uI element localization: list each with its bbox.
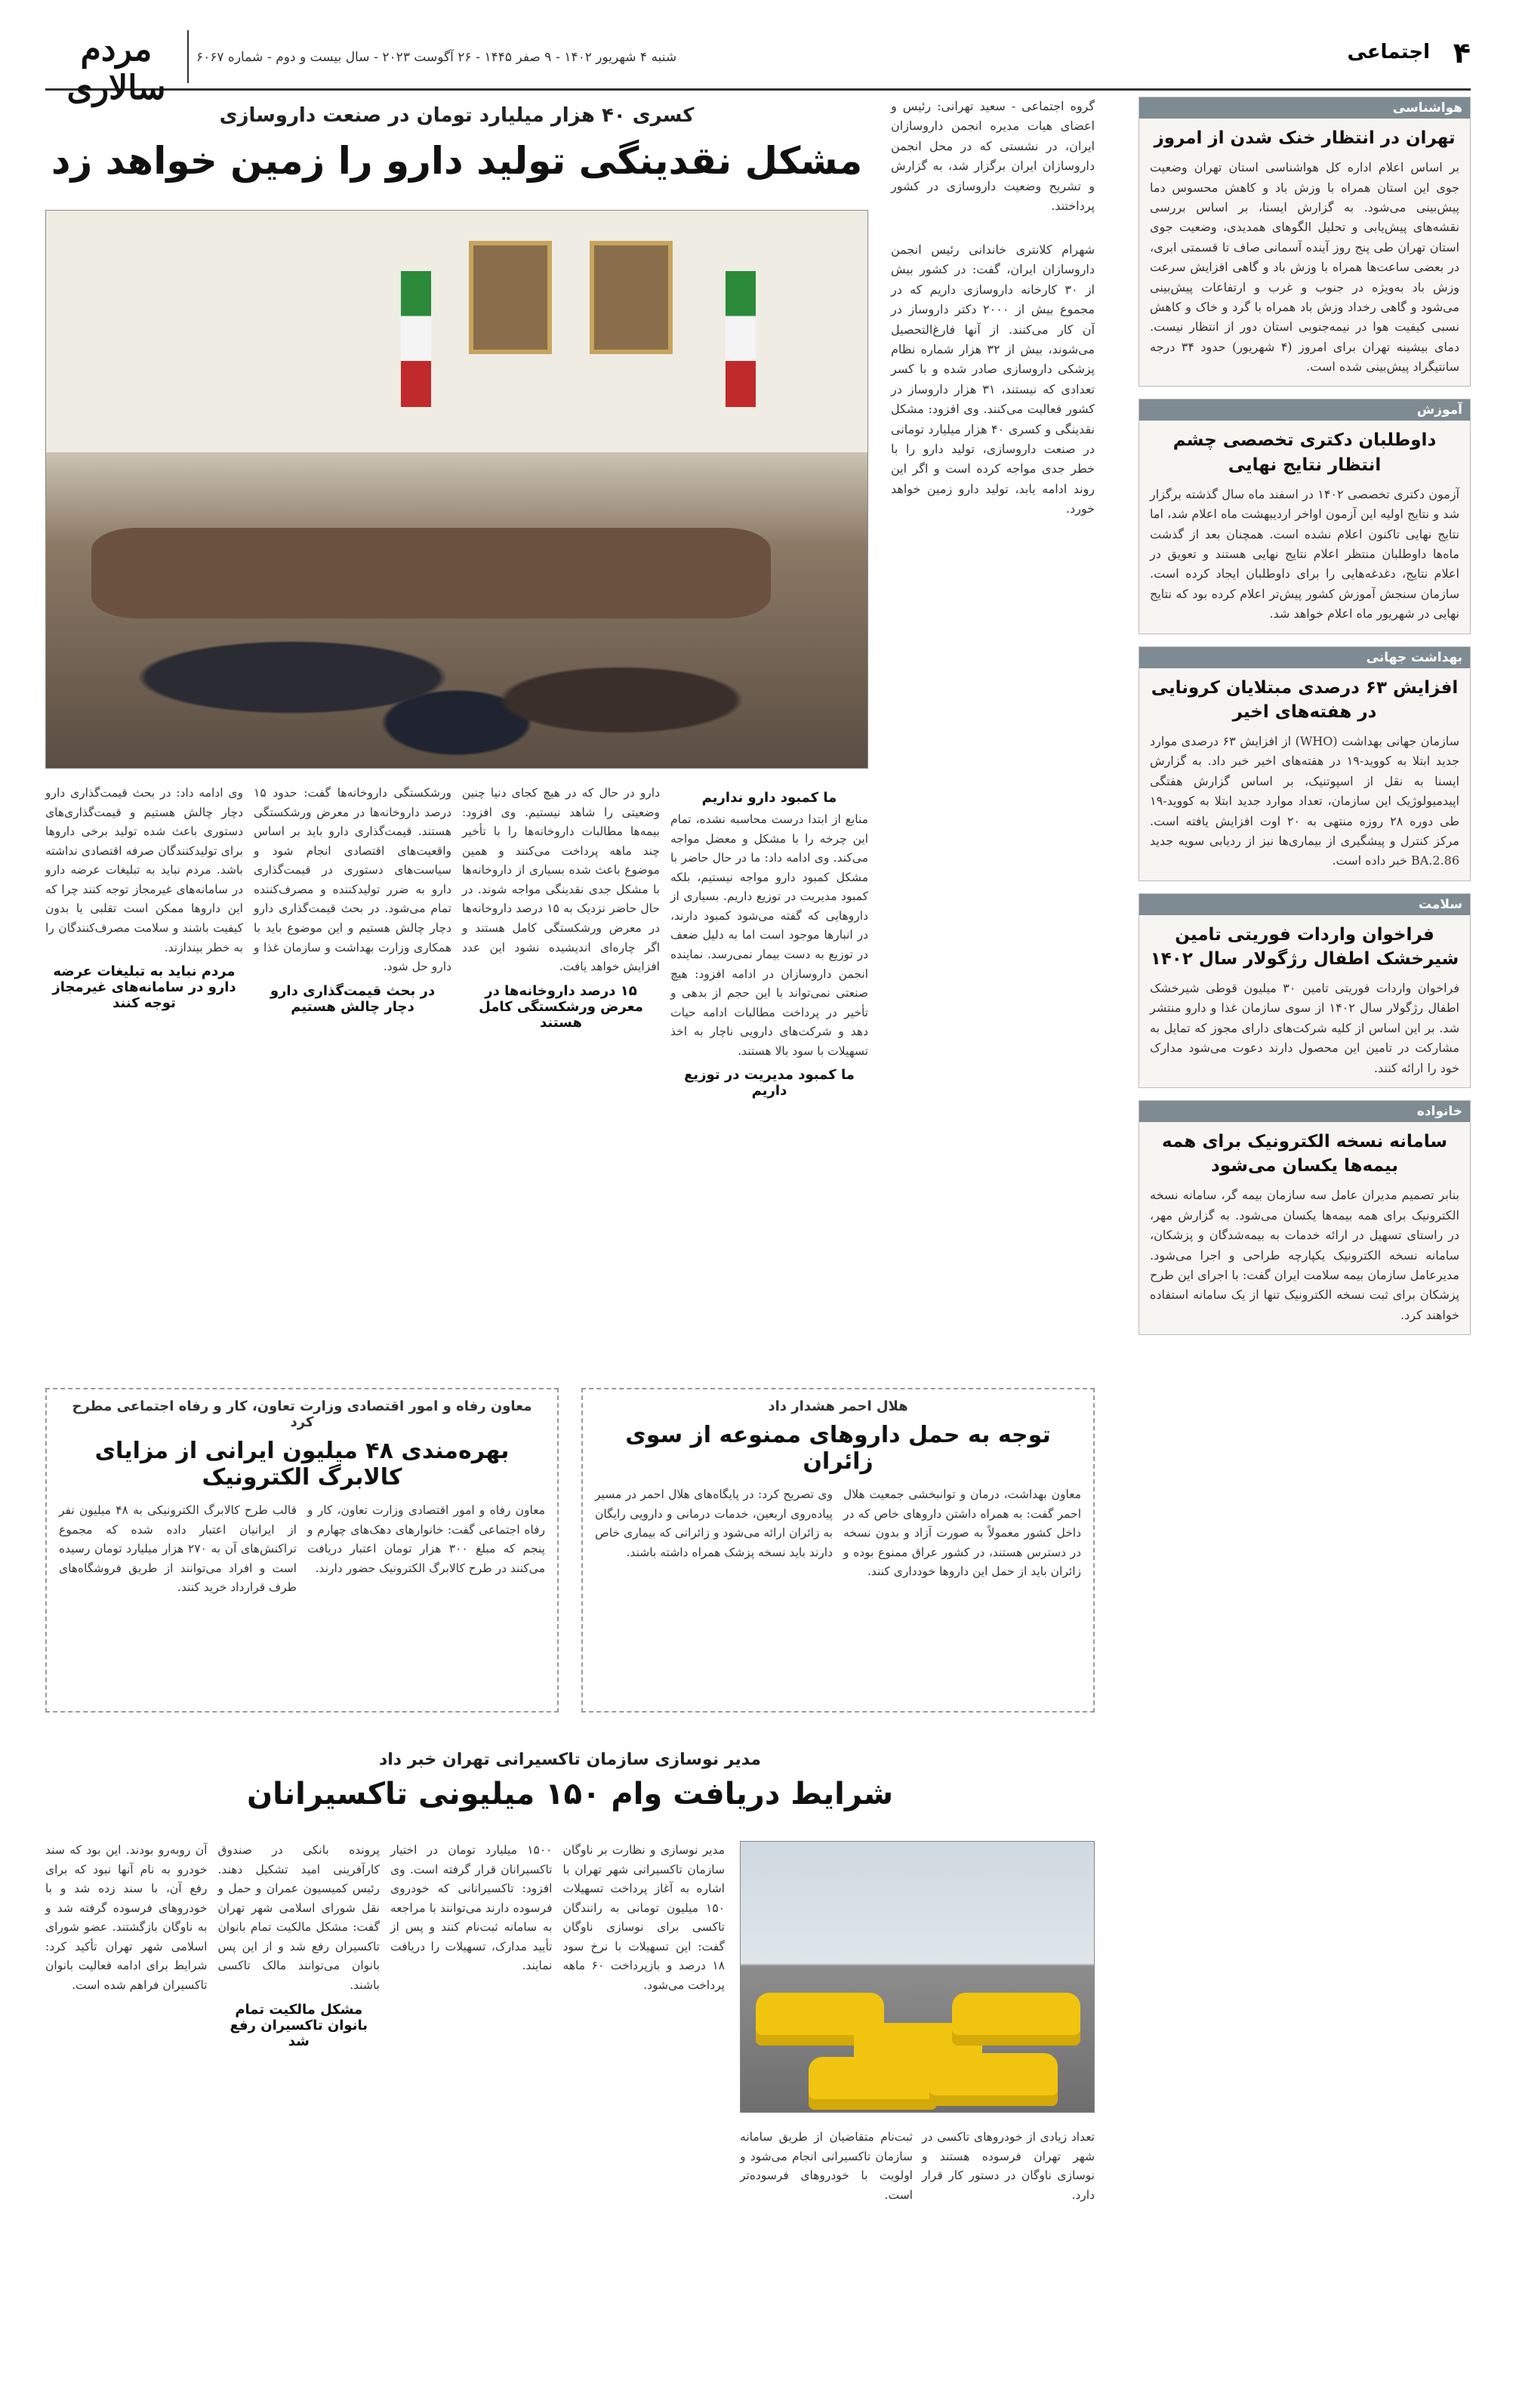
column-text: وی ادامه داد: در بحث قیمت‌گذاری دارو دچار چالش هستیم و قیمت‌گذاری‌های دستوری باعث شده تولید برخی داروها برای تولیدکنندگان صرفه اقتصادی نداشته باشد. مردم نباید به تبلیغات عرضه دارو در سامانه‌های غیرمجاز توجه کنند چرا که این داروها ممکن است تقلبی یا بدون کیفیت باشند و سلامت مصرف‌کنندگان را به خطر بیندازند.	[45, 786, 243, 954]
taxi-headline: شرایط دریافت وام ۱۵۰ میلیونی تاکسیرانان	[246, 1777, 894, 1811]
flag-icon	[401, 271, 431, 407]
box-column-text: قالب طرح کالابرگ الکترونیکی به ۴۸ میلیون نفر از ایرانیان اعتبار داده شده که مجموع تراکنش‌های آن به ۲۷۰ هزار میلیارد تومان رسیده است و افراد می‌توانند از طریق فروشگاه‌های طرف قرارداد خرید کنند.	[59, 1503, 297, 1595]
lead-columns	[45, 784, 868, 1103]
article-column	[563, 1841, 726, 2054]
subheading: در بحث قیمت‌گذاری دارو دچار چالش هستیم	[270, 982, 436, 1015]
section-title: اجتماعی	[1347, 41, 1430, 63]
news-title: داوطلبان دکتری تخصصی چشم انتظار نتایج نهایی	[1172, 430, 1437, 475]
article-column: ثبت‌نام متقاضیان از طریق سامانه سازمان تاکسیرانی انجام می‌شود و اولویت با خودروهای فرسوده‌تر است.	[740, 2130, 913, 2202]
category-tag: هواشناسی	[1139, 97, 1470, 119]
category-tag: خانواده	[1139, 1101, 1470, 1122]
taxi-under-photo-text	[740, 2128, 1095, 2205]
box-column-text: وی تصریح کرد: در پایگاه‌های هلال احمر در مسیر پیاده‌روی اربعین، خدمات درمانی و دارویی رایگان به زائران ارائه می‌شود و زائرانی که بیماری خاص دارند باید نسخه پزشک همراه داشته باشند.	[595, 1488, 833, 1559]
lead-kicker: کسری ۴۰ هزار میلیارد تومان در صنعت داروسازی	[219, 104, 695, 127]
welfare-box	[45, 1388, 559, 1713]
box-kicker: معاون رفاه و امور اقتصادی وزارت تعاون، کار و رفاه اجتماعی مطرح کرد	[72, 1398, 532, 1430]
article-column	[45, 784, 243, 1103]
portrait-frame	[469, 241, 552, 354]
category-tag: سلامت	[1139, 894, 1470, 915]
article-column	[670, 784, 868, 1103]
red-crescent-box	[581, 1388, 1095, 1713]
dateline: شنبه ۴ شهریور ۱۴۰۲ - ۹ صفر ۱۴۴۵ - ۲۶ آگوست ۲۰۲۳ - سال بیست و دوم - شماره ۶۰۶۷	[196, 50, 677, 65]
subheading: مردم نباید به تبلیغات عرضه دارو در سامانه‌های غیرمجاز توجه کنند	[52, 964, 236, 1012]
article-column: تعداد زیادی از خودروهای تاکسی در شهر تهران فرسوده هستند و نوسازی ناوگان در دستور کار قرار دارد.	[922, 2130, 1095, 2202]
taxi-car-icon	[952, 1993, 1080, 2046]
category-tag: آموزش	[1139, 399, 1470, 421]
taxi-columns	[45, 1841, 725, 2054]
box-kicker: هلال احمر هشدار داد	[768, 1398, 908, 1414]
taxi-kicker: مدیر نوسازی سازمان تاکسیرانی تهران خبر داد	[378, 1750, 762, 1769]
news-brief-weather	[1139, 97, 1471, 387]
news-body: فراخوان واردات فوریتی تامین ۳۰ میلیون قوطی شیرخشک اطفال رژگولار سال ۱۴۰۲ از سوی سازمان غذا و دارو منتشر شد. بر این اساس از کلیه شرکت‌های دارای مجوز که تمایل به مشارکت در تامین این محصول دارند دعوت می‌شود مدارک خود را ارائه کنند.	[1150, 981, 1460, 1075]
meeting-photo	[45, 210, 868, 769]
news-body: بر اساس اعلام اداره کل هواشناسی استان تهران وضعیت جوی این استان همراه با وزش باد و کاهش محسوس دما پیش‌بینی می‌شود. به گزارش ایسنا، بر اساس بررسی نقشه‌های پیش‌یابی و تحلیل الگوهای همدیدی، وضعیت جوی استان تهران طی پنج روز آینده آسمانی صاف تا قسمتی ابری، در بعضی ساعت‌ها همراه با وزش باد و گاهی افزایش سرعت وزش باد به‌ویژه در جنوب و غرب و ارتفاعات پیش‌بینی می‌شود و گاهی رخداد وزش باد همراه با گرد و خاک و کاهش نسبی کیفیت هوا در نیمه‌جنوبی استان دور از انتظار نیست. دمای بیشینه تهران برای امروز (۴ شهریور) حدود ۳۴ درجه سانتیگراد پیش‌بینی شده است.	[1150, 160, 1460, 375]
news-title: افزایش ۶۳ درصدی مبتلایان کرونایی در هفته‌های اخیر	[1151, 677, 1459, 722]
column-text: ۱۵۰۰ میلیارد تومان در اختیار تاکسیرانان قرار گرفته است. وی افزود: تاکسیرانانی که خودروی فرسوده دارند می‌توانند با مراجعه به سامانه ثبت‌نام کنند و پس از تأیید مدارک، تسهیلات را دریافت نمایند.	[390, 1843, 553, 1973]
lead-headline: مشکل نقدینگی تولید دارو را زمین خواهد زد	[51, 139, 863, 183]
column-text: ورشکستگی داروخانه‌ها گفت: حدود ۱۵ درصد داروخانه‌ها در معرض ورشکستگی هستند. قیمت‌گذاری دارو باید بر اساس واقعیت‌های اقتصادی انجام شود و سیاست‌های دستوری در قیمت‌گذاری دارو به ضرر تولیدکننده و مصرف‌کننده تمام می‌شود. در بحث قیمت‌گذاری دارو دچار چالش هستیم و این موضوع باید با همکاری وزارت بهداشت و سازمان غذا و دارو حل شود.	[254, 786, 451, 974]
attendees	[46, 541, 867, 768]
box-columns	[595, 1485, 1081, 1582]
news-brief-health	[1139, 893, 1471, 1088]
column-text: آن روبه‌رو بودند. این بود که سند خودرو به نام آنها نبود که برای رفع آن، با سند زده شد و با خودروهای فرسوده گرفته شد و به ناوگان بازگشتند. عضو شورای اسلامی شهر تهران تأکید کرد: شرایط برای ادامه فعالیت بانوان تاکسیران فراهم شده است.	[45, 1843, 208, 1992]
news-body: آزمون دکتری تخصصی ۱۴۰۲ در اسفند ماه سال گذشته برگزار شد و نتایج اولیه این آزمون اواخر اردیبهشت ماه اعلام شد، اما نتایج نهایی تاکنون اعلام نشده است. همچنان بعد از گذشت ماه‌ها داوطلبان منتظر اعلام نتایج نهایی هستند و تعویق در اعلام نتایج، دغدغه‌هایی را برای داوطلبان ایجاد کرده است. سازمان سنجش آموزش کشور پیش‌تر اعلام کرده بود که نتایج نهایی در شهریور ماه اعلام خواهد شد.	[1150, 486, 1460, 621]
sidebar-news-column	[1139, 97, 1471, 1347]
article-column	[390, 1841, 553, 2054]
page-header	[45, 30, 1471, 107]
flag-icon	[726, 271, 756, 407]
column-text: منابع از ابتدا درست محاسبه نشده، تمام این چرخه را با مشکل و معضل مواجه می‌کند. وی ادامه داد: ما در حال حاضر با مشکل کمبود دارو مواجه نیستیم، بلکه کمبود مدیریت در توزیع داریم. بسیاری از داروهایی که گفته می‌شود کمبود دارند، در انبارها موجود است اما به دلیل ضعف در توزیع به دست بیمار نمی‌رسد. نماینده انجمن داروسازان در ادامه افزود: هیچ صنعتی نمی‌تواند با این حجم از بدهی و تأخیر در پرداخت مطالبات ادامه حیات دهد و شرکت‌های دارویی ناچار به اخذ تسهیلات با سود بالا هستند.	[670, 812, 868, 1058]
box-headline: توجه به حمل داروهای ممنوعه از سوی زائران	[625, 1422, 1051, 1475]
article-column	[462, 784, 660, 1103]
portrait-frame	[590, 241, 673, 354]
subheading: ما کمبود مدیریت در توزیع داریم	[684, 1067, 855, 1099]
column-text: پرونده بانکی در صندوق کارآفرینی امید تشکیل دهند. رئیس کمیسیون عمران و حمل و نقل شورای اسلامی شهر تهران گفت: مشکل مالکیت تمام بانوان تاکسیران رفع شد و از این پس بانوان می‌توانند مالک تاکسی باشند.	[217, 1843, 380, 1992]
news-body: بنابر تصمیم مدیران عامل سه سازمان بیمه گر، سامانه نسخه الکترونیک برای همه بیمه‌ها یکسان می‌شود. به گزارش مهر، در راستای تسهیل در ارائه خدمات به بیمه‌شدگان و پزشکان، سامانه نسخه الکترونیک یکپارچه طراحی و اجرا می‌شود. مدیرعامل سازمان بیمه سلامت ایران گفت: با اجرای این طرح پزشکان برای ثبت نسخه الکترونیک تنها از یک سامانه استفاده خواهند کرد.	[1150, 1188, 1459, 1322]
subheading: ما کمبود دارو نداریم	[701, 790, 837, 806]
taxi-car-icon	[929, 2053, 1058, 2106]
news-title: تهران در انتظار خنک شدن از امروز	[1154, 128, 1456, 148]
page-number: ۴	[1453, 36, 1471, 69]
taxi-car-icon	[809, 2057, 937, 2110]
newspaper-masthead: مردم سالاری	[45, 30, 189, 83]
news-body: سازمان جهانی بهداشت (WHO) از افزایش ۶۳ درصدی موارد جدید ابتلا به کووید-۱۹ در هفته‌های اخیر خبر داد. به گزارش ایسنا به نقل از اسپوتنیک، بر اساس گزارش هفتگی اپیدمیولوژیک این سازمان، تعداد موارد جدید ابتلا به کووید-۱۹ طی دوره ۲۸ روزه منتهی به ۲۰ اوت افزایش یافته است. مرکز کنترل و پیشگیری از بیماری‌ها نیز از ردیابی سویه جدید BA.2.86 خبر داده است.	[1150, 733, 1460, 868]
subheading: ۱۵ درصد داروخانه‌ها در معرض ورشکستگی کامل هستند	[479, 982, 643, 1031]
category-tag: بهداشت جهانی	[1139, 647, 1470, 668]
news-title: فراخوان واردات فوریتی تامین شیرخشک اطفال رژگولار سال ۱۴۰۲	[1150, 924, 1459, 969]
lead-body: شهرام کلانتری خاندانی رئیس انجمن داروسازان ایران، گفت: در کشور بیش از ۳۰ کارخانه داروسازی داریم که در مجموع بیش از ۲۰۰۰ دکتر داروساز در آن کار می‌کنند. از آنها فارغ‌التحصیل می‌شوند، بیش از ۳۲ هزار شماره نظام پزشکی داروسازی صادر شده و با کسر تعدادی که نیستند، ۳۱ هزار داروساز در کشور فعالیت می‌کنند. وی افزود: مشکل نقدینگی و کسری ۴۰ هزار میلیارد تومانی در صنعت داروسازی، تولید دارو را با خطر جدی مواجه کرده است و اگر این روند ادامه یابد، تولید دارو زمین خواهد خورد.	[891, 242, 1095, 516]
article-column	[45, 1841, 208, 2054]
news-title: سامانه نسخه الکترونیک برای همه بیمه‌ها یکسان می‌شود	[1162, 1132, 1447, 1176]
box-column-text: معاون رفاه و امور اقتصادی وزارت تعاون، کار و رفاه اجتماعی گفت: خانوارهای دهک‌های چهارم و پنجم که مبلغ ۳۰۰ هزار تومان اعتبار دریافت می‌کنند در طرح کالابرگ الکترونیک حضور دارند.	[307, 1503, 545, 1575]
news-brief-family	[1139, 1100, 1471, 1335]
news-brief-education	[1139, 399, 1471, 634]
box-columns	[59, 1501, 545, 1598]
article-column	[218, 1841, 381, 2054]
article-column	[254, 784, 451, 1103]
column-text: دارو در حال که در هیچ کجای دنیا چنین وضعیتی را شاهد نیستیم. وی افزود: بیمه‌ها مطالبات داروخانه‌ها را با تأخیر چند ماهه پرداخت می‌کنند و همین موضوع باعث شده بسیاری از داروخانه‌ها با مشکل جدی نقدینگی مواجه شوند. در حال حاضر نزدیک به ۱۵ درصد داروخانه‌ها در معرض ورشکستگی کامل هستند و اگر چاره‌ای اندیشیده نشود این عدد افزایش خواهد یافت.	[462, 786, 660, 974]
taxi-photo	[740, 1841, 1095, 2113]
lead-intro: گروه اجتماعی - سعید تهرانی: رئیس و اعضای هیات مدیره انجمن داروسازان ایران، در نشستی که در محل انجمن داروسازان ایران برگزار شد، به گزارش و تشریح وضعیت داروسازی در کشور پرداختند.	[891, 99, 1095, 213]
column-text: مدیر نوسازی و نظارت بر ناوگان سازمان تاکسیرانی شهر تهران با اشاره به آغاز پرداخت تسهیلات ۱۵۰ میلیون تومانی به رانندگان تاکسی برای نوسازی ناوگان گفت: این تسهیلات با نرخ سود ۱۸ درصد و بازپرداخت ۶۰ ماهه پرداخت می‌شود.	[562, 1843, 726, 1992]
box-headline: بهره‌مندی ۴۸ میلیون ایرانی از مزایای کالابرگ الکترونیک	[94, 1438, 510, 1491]
subheading: مشکل مالکیت تمام بانوان تاکسیران رفع شد	[230, 2001, 368, 2049]
news-brief-global-health	[1139, 646, 1471, 881]
box-column-text: معاون بهداشت، درمان و توانبخشی جمعیت هلال احمر گفت: به همراه داشتن داروهای خاص که در داخل کشور معمولاً به صورت آزاد و بدون نسخه در دسترس هستند، در کشور عراق ممنوع بوده و زائران باید از حمل این داروها خودداری کنند.	[843, 1488, 1081, 1579]
